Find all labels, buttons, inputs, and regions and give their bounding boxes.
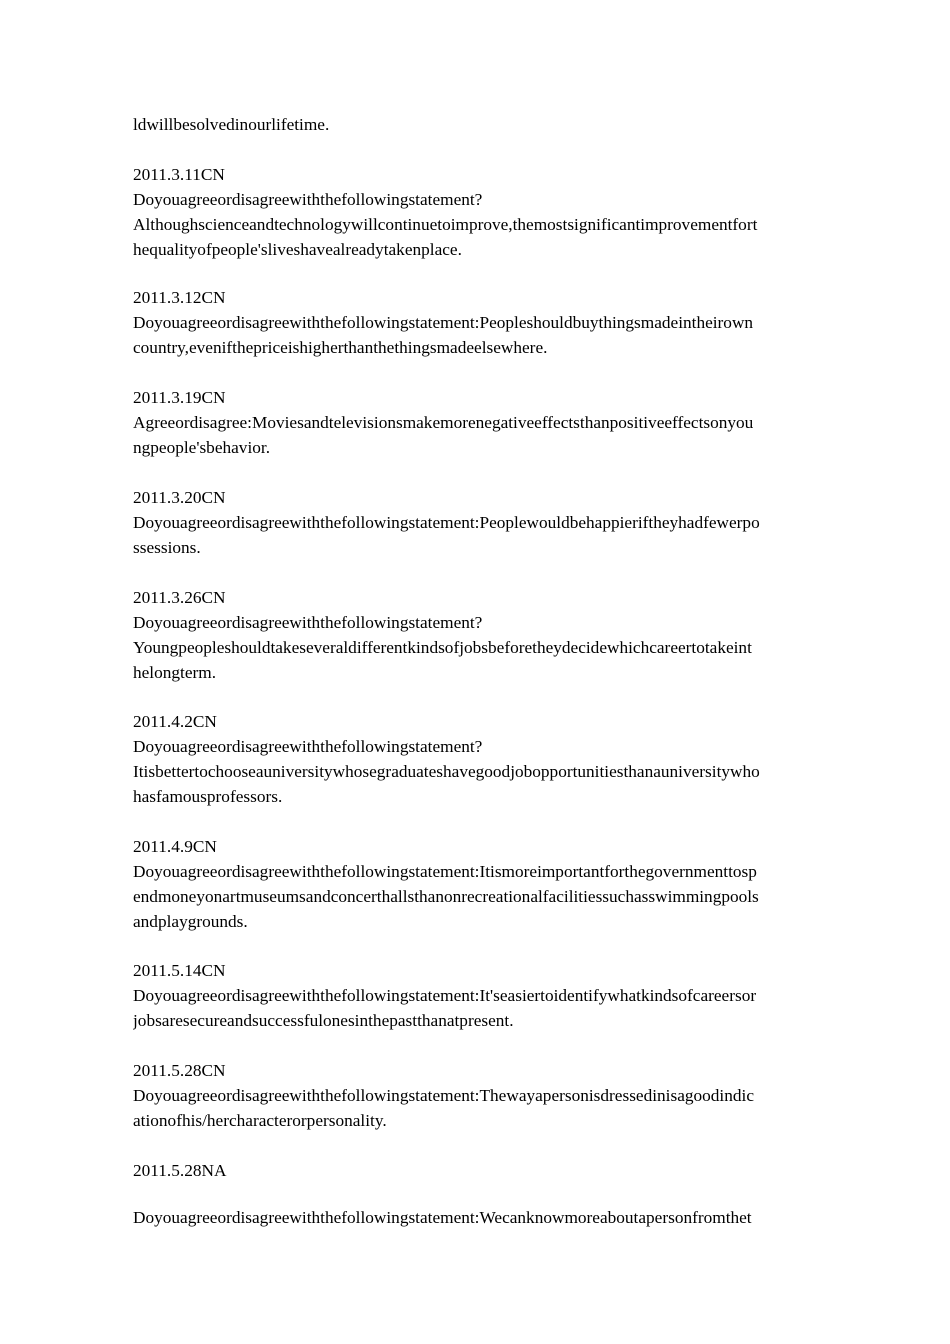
text-line: Doyouagreeordisagreewiththefollowingstatement:Peopleshouldbuythingsmadeintheirown — [133, 313, 754, 332]
text-line: helongterm. — [133, 663, 217, 682]
text-line: Althoughscienceandtechnologywillcontinuetoimprove,themostsignificantimprovementfort — [133, 215, 758, 234]
text-line: Itisbettertochooseauniversitywhosegraduateshavegoodjobopportunitiesthanauniversitywho — [133, 762, 760, 781]
text-line: Doyouagreeordisagreewiththefollowingstatement? — [133, 737, 483, 756]
text-line: Agreeordisagree:Moviesandtelevisionsmakemorenegativeeffectsthanpositiveeffectsonyou — [133, 413, 754, 432]
text-line: Youngpeopleshouldtakeseveraldifferentkindsofjobsbeforetheydecidewhichcareertotakeint — [133, 638, 752, 657]
entry-date: 2011.3.19CN — [133, 388, 226, 407]
text-line: Doyouagreeordisagreewiththefollowingstatement:It'seasiertoidentifywhatkindsofcareersor — [133, 986, 757, 1005]
text-line: ngpeople'sbehavior. — [133, 438, 271, 457]
text-line: Doyouagreeordisagreewiththefollowingstatement:Peoplewouldbehappieriftheyhadfewerpo — [133, 513, 760, 532]
text-line: Doyouagreeordisagreewiththefollowingstatement? — [133, 613, 483, 632]
entry-date: 2011.3.26CN — [133, 588, 226, 607]
entry-date: 2011.3.11CN — [133, 165, 225, 184]
text-line: ationofhis/hercharacterorpersonality. — [133, 1111, 387, 1130]
text-line: hasfamousprofessors. — [133, 787, 283, 806]
entry-date: 2011.3.12CN — [133, 288, 226, 307]
entry-date: 2011.5.28CN — [133, 1061, 226, 1080]
text-line: country,evenifthepriceishigherthanthethingsmadeelsewhere. — [133, 338, 548, 357]
text-line: ldwillbesolvedinourlifetime. — [133, 115, 330, 134]
text-line: Doyouagreeordisagreewiththefollowingstatement:Thewayapersonisdressedinisagoodindic — [133, 1086, 754, 1105]
text-line: Doyouagreeordisagreewiththefollowingstatement:Itismoreimportantforthegovernmenttosp — [133, 862, 757, 881]
entry-date: 2011.5.28NA — [133, 1161, 227, 1180]
text-line: jobsaresecureandsuccessfulonesinthepastthanatpresent. — [133, 1011, 514, 1030]
entry-date: 2011.4.2CN — [133, 712, 217, 731]
text-line: endmoneyonartmuseumsandconcerthallsthanonrecreationalfacilitiessuchasswimmingpools — [133, 887, 759, 906]
entry-date: 2011.5.14CN — [133, 961, 226, 980]
text-line: ssessions. — [133, 538, 201, 557]
text-line: Doyouagreeordisagreewiththefollowingstatement? — [133, 190, 483, 209]
entry-date: 2011.3.20CN — [133, 488, 226, 507]
text-line: Doyouagreeordisagreewiththefollowingstatement:Wecanknowmoreaboutapersonfromthet — [133, 1208, 752, 1227]
text-line: andplaygrounds. — [133, 912, 248, 931]
text-line: hequalityofpeople'sliveshavealreadytakenplace. — [133, 240, 462, 259]
entry-date: 2011.4.9CN — [133, 837, 217, 856]
